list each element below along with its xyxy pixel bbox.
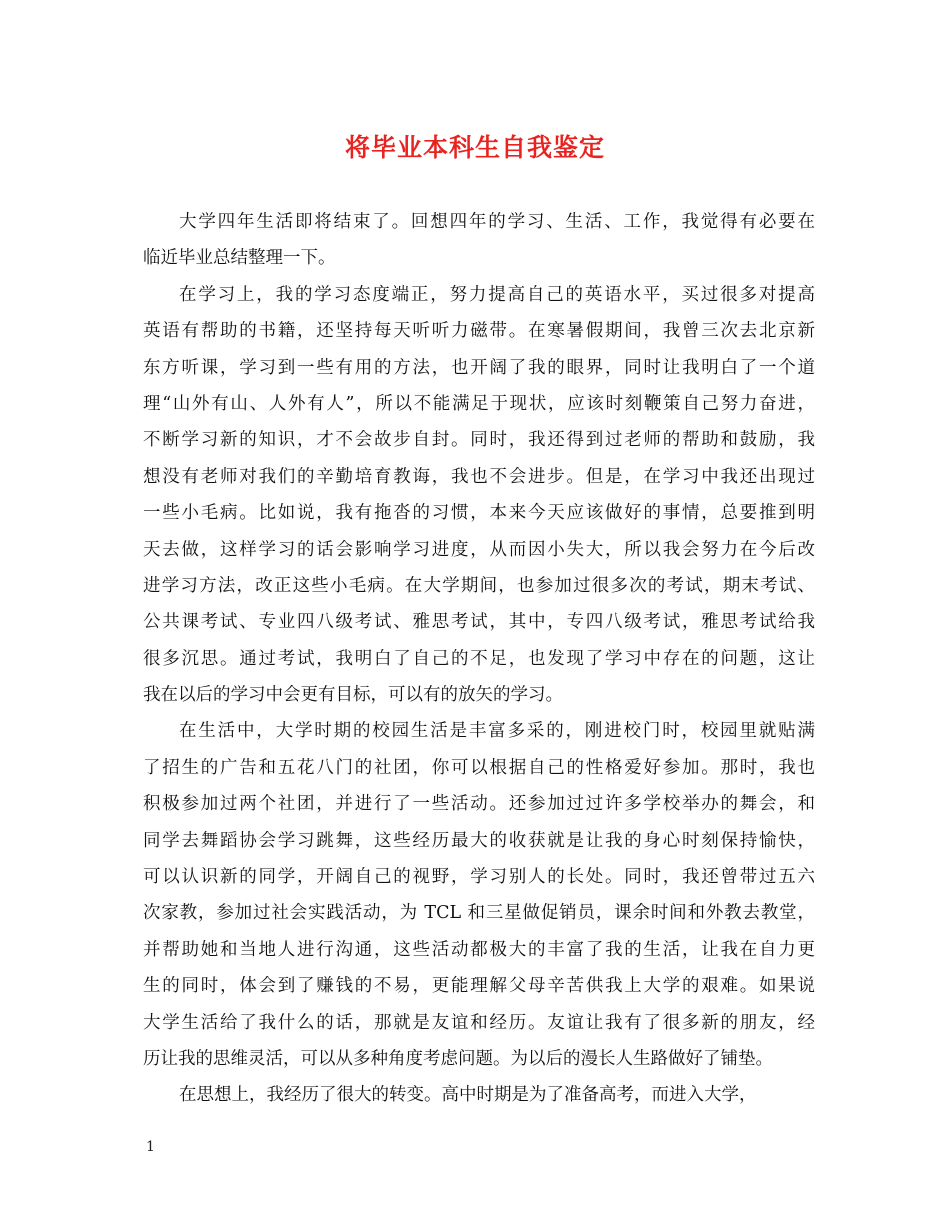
paragraph-line: 进学习方法，改正这些小毛病。在大学期间，也参加过很多次的考试，期末考试、 [143, 575, 815, 596]
paragraph-line: 在思想上，我经历了很大的转变。高中时期是为了准备高考，而进入大学， [179, 1085, 757, 1106]
paragraph-line: 同学去舞蹈协会学习跳舞，这些经历最大的收获就是让我的身心时刻保持愉快， [143, 830, 815, 851]
paragraph-line: 并帮助她和当地人进行沟通，这些活动都极大的丰富了我的生活，让我在自力更 [143, 939, 815, 960]
paragraph [143, 713, 815, 1077]
paragraph-line: 天去做，这样学习的话会影响学习进度，从而因小失大，所以我会努力在今后改 [143, 539, 815, 560]
paragraph-line: 我在以后的学习中会更有目标，可以有的放矢的学习。 [143, 685, 563, 706]
paragraph [143, 1077, 815, 1113]
paragraph-line: 理“山外有山、人外有人”，所以不能满足于现状，应该时刻鞭策自己努力奋进， [143, 393, 815, 414]
paragraph-line: 可以认识新的同学，开阔自己的视野，学习别人的长处。同时，我还曾带过五六 [143, 867, 815, 888]
paragraph [143, 204, 815, 277]
paragraph-line: 历让我的思维灵活，可以从多种角度考虑问题。为以后的漫长人生路做好了铺垫。 [143, 1048, 773, 1069]
paragraph-line: 想没有老师对我们的辛勤培育教诲，我也不会进步。但是，在学习中我还出现过 [143, 466, 815, 487]
document-body [143, 204, 815, 1114]
page-number: 1 [146, 1139, 155, 1155]
paragraph-line: 不断学习新的知识，才不会故步自封。同时，我还得到过老师的帮助和鼓励，我 [143, 430, 815, 451]
paragraph-line: 积极参加过两个社团，并进行了一些活动。还参加过过许多学校举办的舞会，和 [143, 794, 815, 815]
document-title: 将毕业本科生自我鉴定 [344, 133, 605, 162]
paragraph-line: 英语有帮助的书籍，还坚持每天听听力磁带。在寒暑假期间，我曾三次去北京新 [143, 321, 815, 342]
paragraph-line: 在生活中，大学时期的校园生活是丰富多采的，刚进校门时，校园里就贴满 [179, 721, 815, 742]
paragraph-line: 一些小毛病。比如说，我有拖沓的习惯，本来今天应该做好的事情，总要推到明 [143, 503, 815, 524]
paragraph-line: 了招生的广告和五花八门的社团，你可以根据自己的性格爱好参加。那时，我也 [143, 757, 815, 778]
paragraph-line: 很多沉思。通过考试，我明白了自己的不足，也发现了学习中存在的问题，这让 [143, 648, 815, 669]
paragraph-line: 大学四年生活即将结束了。回想四年的学习、生活、工作，我觉得有必要在 [179, 212, 815, 232]
paragraph-line: 在学习上，我的学习态度端正，努力提高自己的英语水平，买过很多对提高 [179, 284, 815, 305]
paragraph-line: 大学生活给了我什么的话，那就是友谊和经历。友谊让我有了很多新的朋友，经 [143, 1012, 815, 1033]
paragraph-line: 公共课考试、专业四八级考试、雅思考试，其中，专四八级考试，雅思考试给我 [143, 612, 815, 633]
paragraph [143, 277, 815, 714]
paragraph-line: 临近毕业总结整理一下。 [143, 248, 336, 269]
paragraph-line: 次家教，参加过社会实践活动，为 TCL 和三星做促销员，课余时间和外教去教堂， [143, 903, 815, 924]
paragraph-line: 生的同时，体会到了赚钱的不易，更能理解父母辛苦供我上大学的艰难。如果说 [143, 976, 815, 997]
paragraph-line: 东方听课，学习到一些有用的方法，也开阔了我的眼界，同时让我明白了一个道 [143, 357, 815, 378]
